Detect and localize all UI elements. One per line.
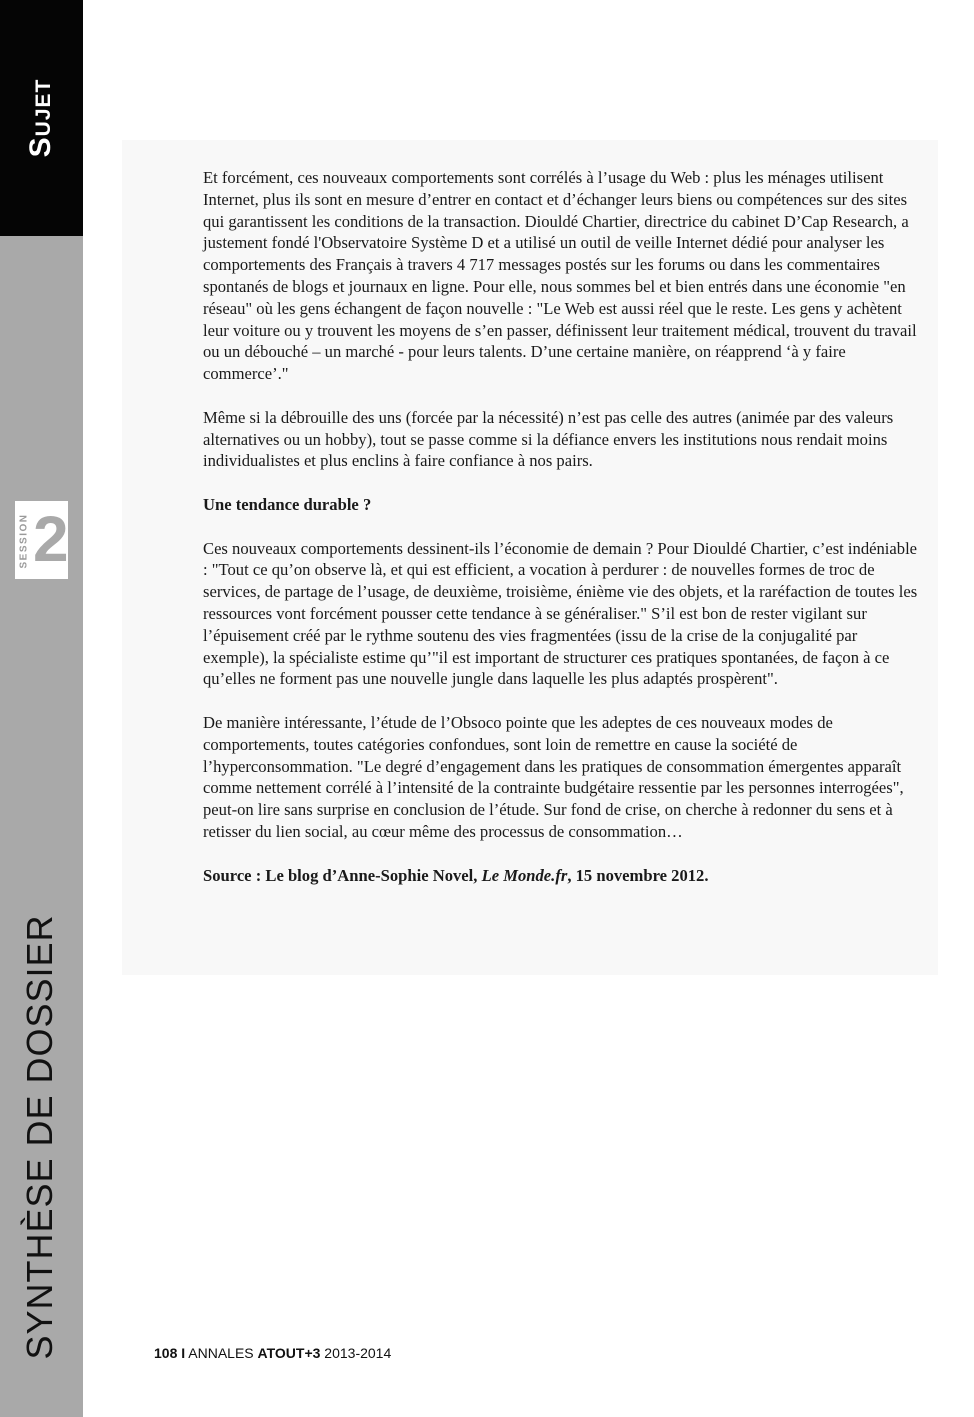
- article-source: [203, 865, 923, 887]
- article-paragraph-1: Et forcément, ces nouveaux comportements sont corrélés à l’usage du Web : plus les ménages utilisent Internet, plus ils sont en mesure d’entrer en contact et d’échanger leurs biens ou compétences sur des sites qui garantissent les conditions de la transaction. Diouldé Chartier, directrice du cabinet D’Cap Research, a justement fondé l'Observatoire Système D et a utilisé un outil de veille Internet dédié pour analyser les comportements des Français à travers 4 717 messages postés sur les forums ou dans les commentaires spontanés de blogs et journaux en ligne. Pour elle, nous sommes bel et bien entrés dans une économie "en réseau" où les gens échangent de façon nouvelle : "Le Web est aussi réel que le reste. Les gens y achètent leur voiture ou y trouvent les moyens de s’en passer, définissent leur traitement médical, trouvent du travail ou un débouché – un marché - pour leurs talents. D’une certaine manière, on réapprend ‘à y faire commerce’.": [203, 168, 917, 384]
- session-badge: [15, 501, 68, 579]
- footer-years: 2013-2014: [324, 1345, 392, 1361]
- section-label: SYNTHÈSE DE DOSSIER: [19, 914, 60, 1360]
- page-number: 108: [154, 1345, 178, 1361]
- source-publication: Le Monde.fr: [481, 865, 568, 885]
- page-footer: [154, 1345, 391, 1361]
- sidebar: [0, 0, 83, 1417]
- footer-separator: I: [181, 1345, 186, 1361]
- sidebar-top-block: [0, 0, 83, 236]
- footer-brand: ATOUT+3: [257, 1345, 321, 1361]
- session-word: SESSION: [18, 513, 30, 569]
- article-paragraph-3: Ces nouveaux comportements dessinent-ils l’économie de demain ? Pour Diouldé Chartier, c’est indéniable : "Tout ce qu’on observe là, et qui est efficient, a vocation à perdurer : de nouvelles formes de troc de services, de partage de l’usage, de deuxième, troisième, énième vie des objets, et la raréfaction de toutes les ressources vont forcément pousser cette tendance à se généraliser." S’il est bon de rester vigilant sur l’épuisement créé par le rythme soutenu des vies fragmentées (issu de la crise de la conjugalité par exemple), la spécialiste estime qu’"il est important de structurer ces pratiques spontanées, de façon à ce qu’elles ne forment pas une nouvelle jungle dans laquelle les plus adaptés prospèrent".: [203, 538, 918, 689]
- article-heading: Une tendance durable ?: [203, 494, 372, 514]
- sujet-label: Sujet: [24, 78, 57, 158]
- article-paragraph-4: De manière intéressante, l’étude de l’Obsoco pointe que les adeptes de ces nouveaux modes de comportements, toutes catégories confondues, sont loin de remettre en cause la société de l’hyperconsommation. "Le degré d’engagement dans les pratiques de consommation émergentes apparaît comme nettement corrélé à l’intensité de la contrainte budgétaire ressentie par les personnes interrogées", peut-on lire sans surprise en conclusion de l’étude. Sur fond de crise, on cherche à redonner du sens et à retisser du lien social, au cœur même des processus de consommation…: [203, 712, 904, 841]
- source-suffix: , 15 novembre 2012.: [567, 865, 709, 885]
- session-number: 2: [33, 503, 69, 575]
- article-paragraph-2: Même si la débrouille des uns (forcée par la nécessité) n’est pas celle des autres (animée par des valeurs alternatives ou un hobby), tout se passe comme si la défiance envers les institutions nous rendait moins individualistes et plus enclins à faire confiance à nos pairs.: [203, 407, 894, 471]
- footer-annales: ANNALES: [188, 1345, 254, 1361]
- source-prefix: Source : Le blog d’Anne-Sophie Novel,: [203, 865, 482, 885]
- article-body: [203, 167, 923, 908]
